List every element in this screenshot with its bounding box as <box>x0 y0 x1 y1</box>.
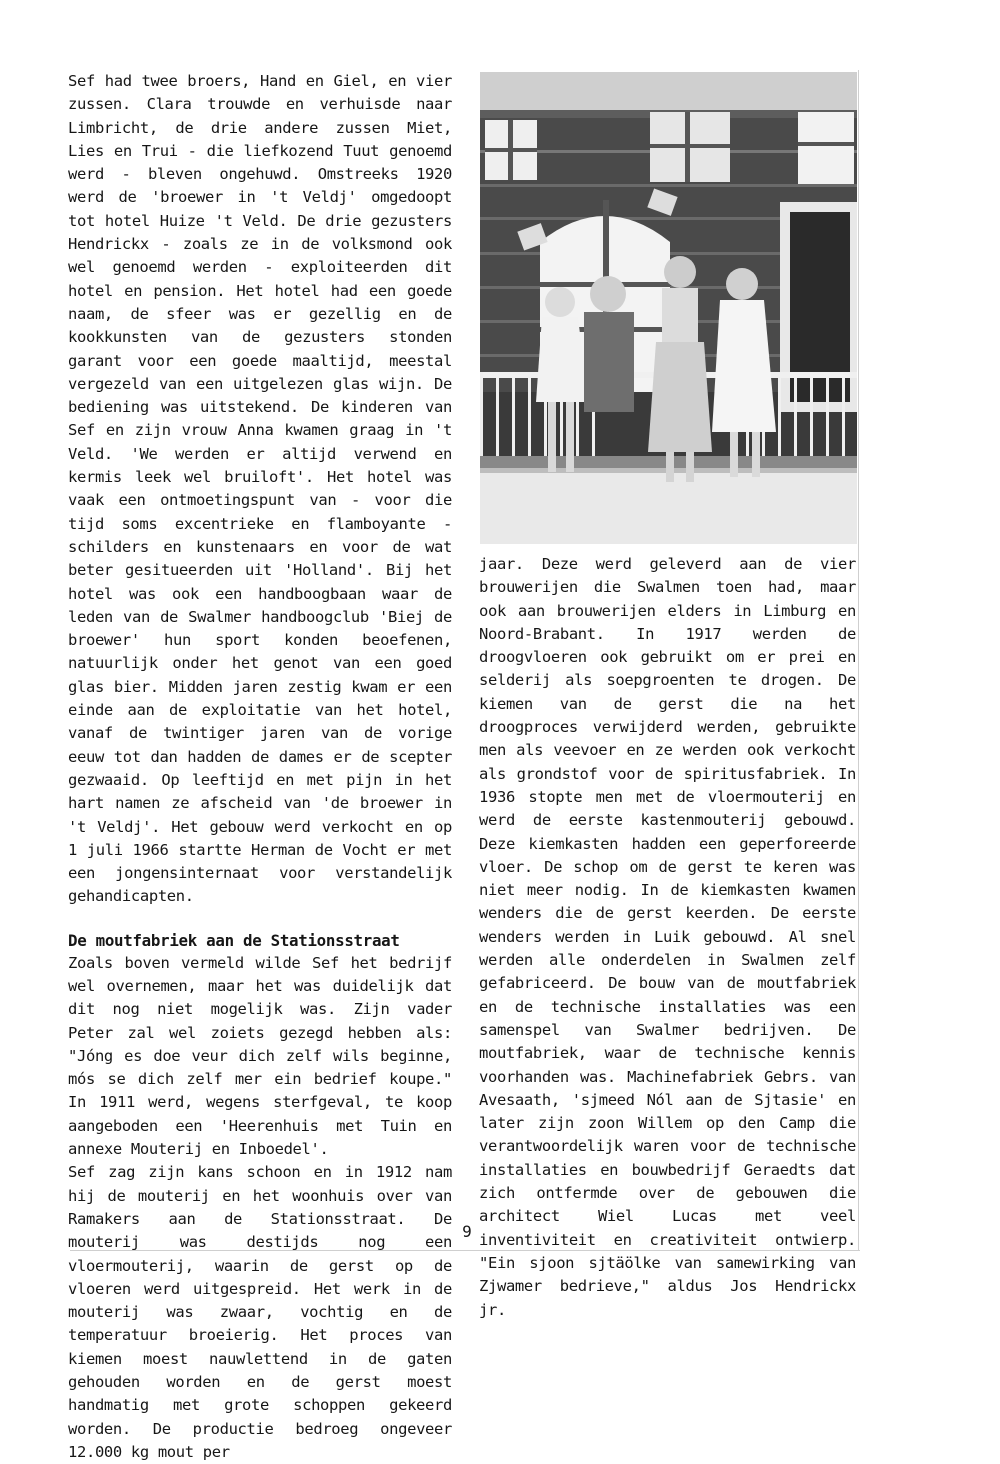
scan-edge-right <box>858 70 859 1250</box>
section-heading: De moutfabriek aan de Stationsstraat <box>68 930 400 950</box>
right-paragraph-1: jaar. Deze werd geleverd aan de vier brouwerijen die Swalmen toen had, maar ook aan brouwerijen elders in Limburg en Noord-Brabant. In 1917 werden de droogvloeren ook gebruikt om er prei en selderij als soepgroenten te drogen. De kiemen van de gerst die na het droogproces verwijderd werden, gebruikte men als veevoer en ze werden ook verkocht als grondstof voor de spiritusfabriek. In 1936 stopte men met de vloermouterij en werd de eerste kastenmouterij gebouwd. Deze kiemkasten hadden een geperforeerde vloer. De schop om de gerst te keren was niet meer nodig. In de kiemkasten kwamen wenders die de gerst keerden. De eerste wenders werden in Luik gebouwd. Al snel werden alle onderdelen in Swalmen zelf gefabriceerd. De bouw van de moutfabriek en de technische installaties was een samenspel van Swalmer bedrijven. De moutfabriek, waar de technische kennis voorhanden was. Machinefabriek Gebrs. van Avesaath, 'sjmeed Nól aan de Sjtasie' en later zijn zoon Willem op den Camp die verantwoordelijk waren voor de technische installaties en bouwbedrijf Geraedts dat zich ontfermde over de gebouwen die architect Wiel Lucas met veel inventiviteit en creativiteit ontwierp. "Ein sjoon sjtäölke van samewirking van Zjwamer bedrieve," aldus Jos Hendrickx jr. <box>479 555 856 1319</box>
left-paragraph-3: Sef zag zijn kans schoon en in 1912 nam hij de mouterij en het woonhuis over van Ramakers aan de Stationsstraat. De mouterij was destijds nog een vloermouterij, waarin de gerst op de vloeren werd uitgespreid. Het werk in de mouterij was zwaar, vochtig en de temperatuur broeierig. Het proces van kiemen moest nauwlettend in de gaten gehouden worden en de gerst moest handmatig met grote schoppen gekeerd worden. De productie bedroeg ongeveer 12.000 kg mout per <box>68 1163 452 1461</box>
left-paragraph-1: Sef had twee broers, Hand en Giel, en vier zussen. Clara trouwde en verhuisde naar Limbricht, de drie andere zussen Miet, Lies en Trui - die liefkozend Tuut genoemd werd - bleven ongehuwd. Omstreeks 1920 werd de 'broewer in 't Veldj' omgedoopt tot hotel Huize 't Veld. De drie gezusters Hendrickx - zoals ze in de volksmond ook wel genoemd werden - exploiteerden dit hotel en pension. Het hotel had een goede naam, de sfeer was er gezellig en de kookkunsten van de gezusters stonden garant voor een goede maaltijd, meestal vergezeld van een uitgelezen glas wijn. De bediening was uitstekend. De kinderen van Sef en zijn vrouw Anna kwamen graag in 't Veld. 'We werden er altijd verwend en kermis leek wel bruiloft'. Het hotel was vaak een ontmoetingspunt van - voor die tijd soms excentrieke en flamboyante - schilders en kunstenaars en voor de wat beter gesitueerden uit 'Holland'. Bij het hotel was ook een handboogbaan waar de leden van de Swalmer handboogclub 'Biej de broewer' hun sport konden beoefenen, natuurlijk onder het genot van een goed glas bier. Midden jaren zestig kwam er een einde aan de exploitatie van het hotel, vanaf de twintiger jaren van de vorige eeuw tot dan hadden de dames er de scepter gezwaaid. Op leeftijd en met pijn in het hart namen ze afscheid van 'de broewer in 't Veldj'. Het gebouw werd verkocht en op 1 juli 1966 startte Herman de Vocht er met een jongensinternaat voor verstandelijk gehandicapten. <box>68 72 452 906</box>
right-text-column <box>479 553 856 1322</box>
historic-photo-family-on-balcony <box>480 72 857 544</box>
page-number: 9 <box>462 1222 472 1241</box>
photo-illustration <box>480 72 857 544</box>
left-paragraph-2: Zoals boven vermeld wilde Sef het bedrijf wel overnemen, maar het was duidelijk dat dit nog niet mogelijk was. Zijn vader Peter zal wel zoiets gezegd hebben als: "Jóng es doe veur dich zelf wils beginne, mós se dich zelf mer ein bedrief koupe." In 1911 werd, wegens sterfgeval, te koop aangeboden een 'Heerenhuis met Tuin en annexe Mouterij en Inboedel'. <box>68 953 452 1159</box>
left-text-column <box>68 70 452 1464</box>
